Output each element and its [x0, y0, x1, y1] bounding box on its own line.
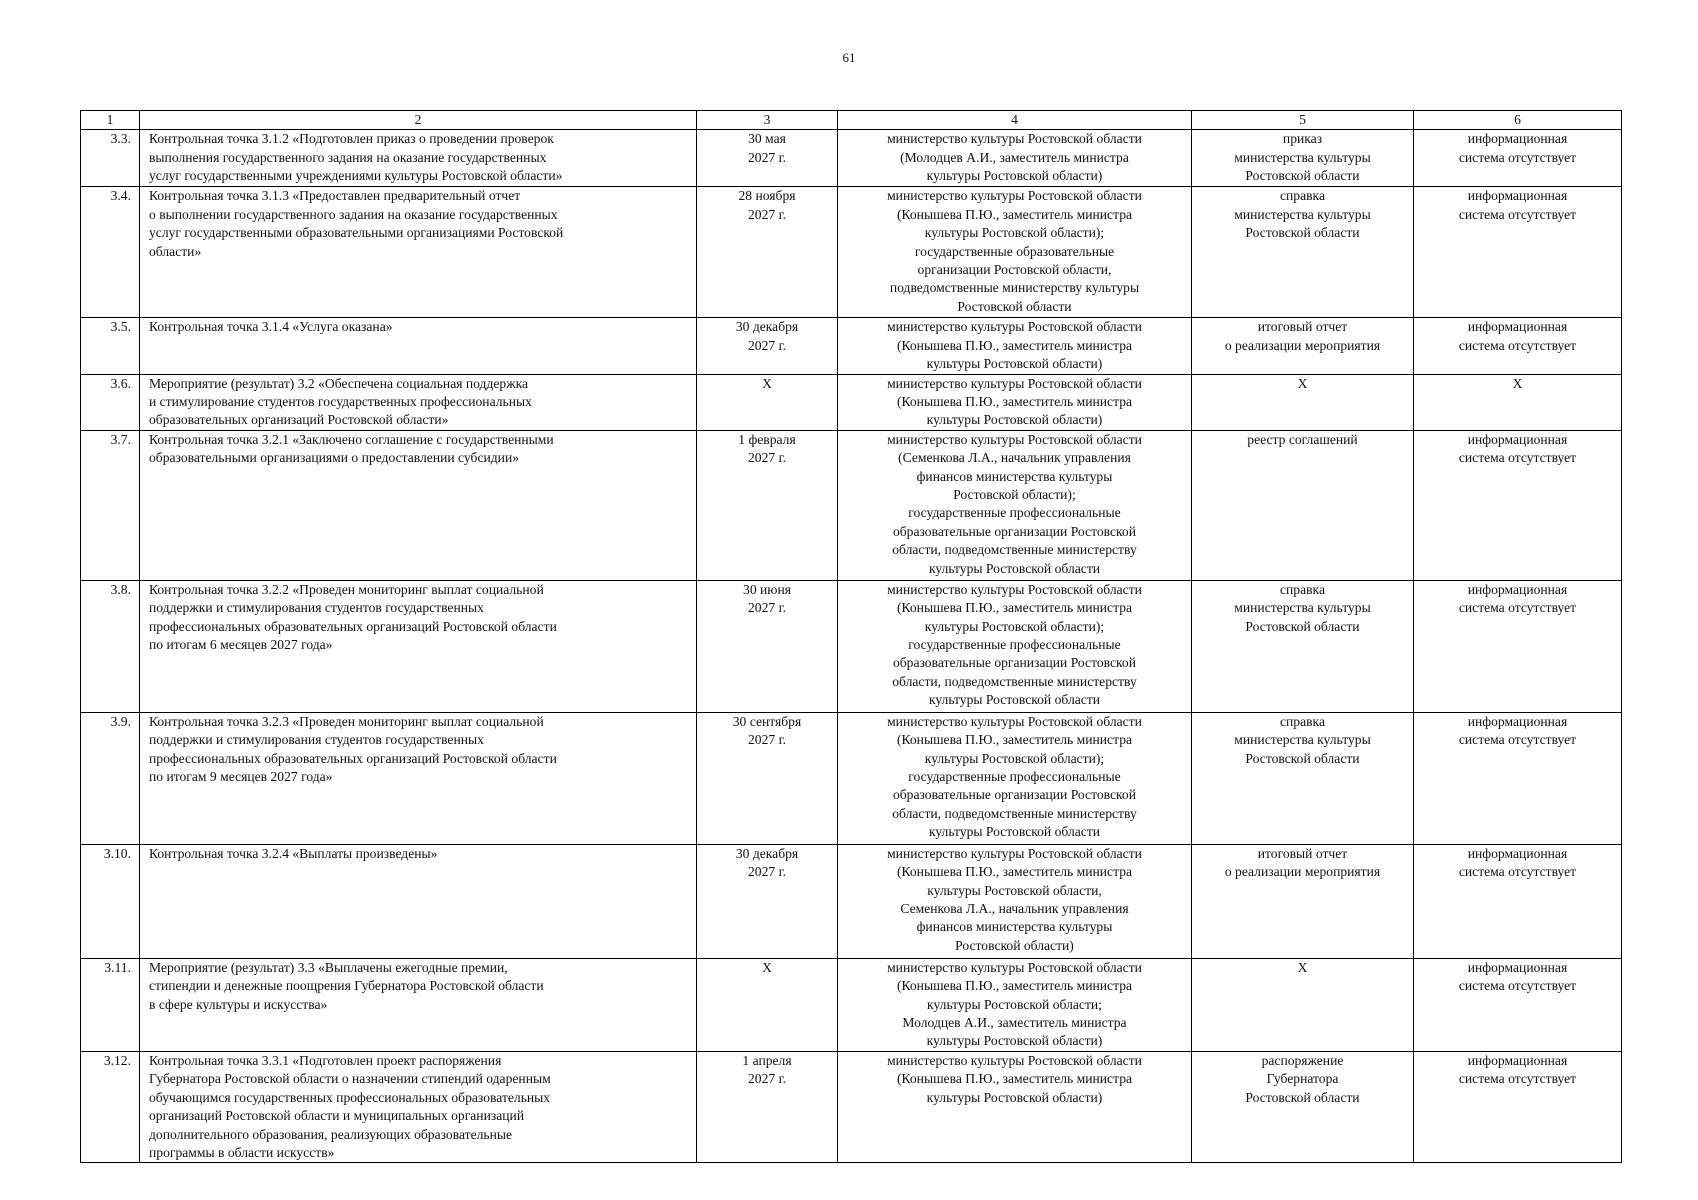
table-row: [81, 712, 1622, 844]
row-date: 30 июня 2027 г.: [697, 580, 838, 712]
column-header: 6: [1414, 111, 1622, 130]
row-date: 1 февраля 2027 г.: [697, 430, 838, 580]
row-number: 3.3.: [81, 130, 140, 187]
row-responsible: министерство культуры Ростовской области (Конышева П.Ю., заместитель министра культуры Ростовской области): [838, 318, 1192, 374]
row-name: Контрольная точка 3.2.1 «Заключено соглашение с государственными образовательными организациями о предоставлении субсидии»: [140, 430, 697, 580]
table-header-row: [81, 111, 1622, 130]
row-info-system: X: [1414, 374, 1622, 430]
row-name: Контрольная точка 3.1.3 «Предоставлен предварительный отчет о выполнении государственного задания на оказание государственных услуг государственными образовательными организациями Ростовской области»: [140, 187, 697, 318]
row-info-system: информационная система отсутствует: [1414, 844, 1622, 958]
row-number: 3.5.: [81, 318, 140, 374]
table-row: [81, 580, 1622, 712]
row-date: 30 мая 2027 г.: [697, 130, 838, 187]
row-number: 3.7.: [81, 430, 140, 580]
table-row: [81, 374, 1622, 430]
row-name: Контрольная точка 3.1.4 «Услуга оказана»: [140, 318, 697, 374]
row-document: справка министерства культуры Ростовской области: [1192, 712, 1414, 844]
page-number: 61: [842, 50, 856, 65]
row-document: итоговый отчет о реализации мероприятия: [1192, 318, 1414, 374]
column-header: 3: [697, 111, 838, 130]
table-row: [81, 958, 1622, 1051]
row-document: справка министерства культуры Ростовской области: [1192, 580, 1414, 712]
table-row: [81, 318, 1622, 374]
row-info-system: информационная система отсутствует: [1414, 187, 1622, 318]
row-date: 30 сентября 2027 г.: [697, 712, 838, 844]
row-number: 3.9.: [81, 712, 140, 844]
column-header: 2: [140, 111, 697, 130]
row-name: Мероприятие (результат) 3.3 «Выплачены ежегодные премии, стипендии и денежные поощрения Губернатора Ростовской области в сфере культуры и искусства»: [140, 958, 697, 1051]
row-info-system: информационная система отсутствует: [1414, 712, 1622, 844]
row-info-system: информационная система отсутствует: [1414, 130, 1622, 187]
row-number: 3.11.: [81, 958, 140, 1051]
row-document: приказ министерства культуры Ростовской области: [1192, 130, 1414, 187]
column-header: 5: [1192, 111, 1414, 130]
row-number: 3.6.: [81, 374, 140, 430]
row-name: Контрольная точка 3.2.2 «Проведен мониторинг выплат социальной поддержки и стимулирования студентов государственных профессиональных образовательных организаций Ростовской области по итогам 6 месяцев 2027 года»: [140, 580, 697, 712]
column-header: 1: [81, 111, 140, 130]
row-responsible: министерство культуры Ростовской области (Конышева П.Ю., заместитель министра культуры Ростовской области): [838, 374, 1192, 430]
row-date: 30 декабря 2027 г.: [697, 844, 838, 958]
row-responsible: министерство культуры Ростовской области (Конышева П.Ю., заместитель министра культуры Ростовской области, Семенкова Л.А., начальник управления финансов министерства культуры Ростовской области): [838, 844, 1192, 958]
table-row: [81, 844, 1622, 958]
row-info-system: информационная система отсутствует: [1414, 430, 1622, 580]
row-responsible: министерство культуры Ростовской области (Конышева П.Ю., заместитель министра культуры Ростовской области); государственные профессиональные образовательные организации Ростовской области, подведомственные министерству культуры Ростовской области: [838, 712, 1192, 844]
control-points-table: [80, 110, 1622, 1163]
row-info-system: информационная система отсутствует: [1414, 580, 1622, 712]
row-name: Контрольная точка 3.1.2 «Подготовлен приказ о проведении проверок выполнения государственного задания на оказание государственных услуг государственными учреждениями культуры Ростовской области»: [140, 130, 697, 187]
row-number: 3.12.: [81, 1051, 140, 1162]
row-document: справка министерства культуры Ростовской области: [1192, 187, 1414, 318]
row-info-system: информационная система отсутствует: [1414, 958, 1622, 1051]
row-responsible: министерство культуры Ростовской области (Конышева П.Ю., заместитель министра культуры Ростовской области; Молодцев А.И., заместитель министра культуры Ростовской области): [838, 958, 1192, 1051]
row-date: 28 ноября 2027 г.: [697, 187, 838, 318]
row-info-system: информационная система отсутствует: [1414, 1051, 1622, 1162]
row-responsible: министерство культуры Ростовской области (Конышева П.Ю., заместитель министра культуры Ростовской области): [838, 1051, 1192, 1162]
row-number: 3.4.: [81, 187, 140, 318]
row-responsible: министерство культуры Ростовской области (Конышева П.Ю., заместитель министра культуры Ростовской области); государственные образовательные организации Ростовской области, подведомственные министерству культуры Ростовской области: [838, 187, 1192, 318]
row-date: 1 апреля 2027 г.: [697, 1051, 838, 1162]
row-name: Мероприятие (результат) 3.2 «Обеспечена социальная поддержка и стимулирование студентов государственных профессиональных образовательных организаций Ростовской области»: [140, 374, 697, 430]
row-number: 3.10.: [81, 844, 140, 958]
table-row: [81, 187, 1622, 318]
table-row: [81, 130, 1622, 187]
row-date: X: [697, 958, 838, 1051]
column-header: 4: [838, 111, 1192, 130]
table-row: [81, 1051, 1622, 1162]
row-document: распоряжение Губернатора Ростовской области: [1192, 1051, 1414, 1162]
row-name: Контрольная точка 3.2.4 «Выплаты произведены»: [140, 844, 697, 958]
row-number: 3.8.: [81, 580, 140, 712]
row-document: X: [1192, 958, 1414, 1051]
table-row: [81, 430, 1622, 580]
row-date: X: [697, 374, 838, 430]
row-responsible: министерство культуры Ростовской области (Семенкова Л.А., начальник управления финансов министерства культуры Ростовской области); государственные профессиональные образовательные организации Ростовской области, подведомственные министерству культуры Ростовской области: [838, 430, 1192, 580]
row-responsible: министерство культуры Ростовской области (Молодцев А.И., заместитель министра культуры Ростовской области): [838, 130, 1192, 187]
row-document: X: [1192, 374, 1414, 430]
row-responsible: министерство культуры Ростовской области (Конышева П.Ю., заместитель министра культуры Ростовской области); государственные профессиональные образовательные организации Ростовской области, подведомственные министерству культуры Ростовской области: [838, 580, 1192, 712]
row-name: Контрольная точка 3.3.1 «Подготовлен проект распоряжения Губернатора Ростовской области о назначении стипендий одаренным обучающимся государственных профессиональных образовательных организаций Ростовской области и муниципальных организаций дополнительного образования, реализующих образовательные программы в области искусств»: [140, 1051, 697, 1162]
row-document: реестр соглашений: [1192, 430, 1414, 580]
row-date: 30 декабря 2027 г.: [697, 318, 838, 374]
row-info-system: информационная система отсутствует: [1414, 318, 1622, 374]
row-document: итоговый отчет о реализации мероприятия: [1192, 844, 1414, 958]
row-name: Контрольная точка 3.2.3 «Проведен мониторинг выплат социальной поддержки и стимулирования студентов государственных профессиональных образовательных организаций Ростовской области по итогам 9 месяцев 2027 года»: [140, 712, 697, 844]
